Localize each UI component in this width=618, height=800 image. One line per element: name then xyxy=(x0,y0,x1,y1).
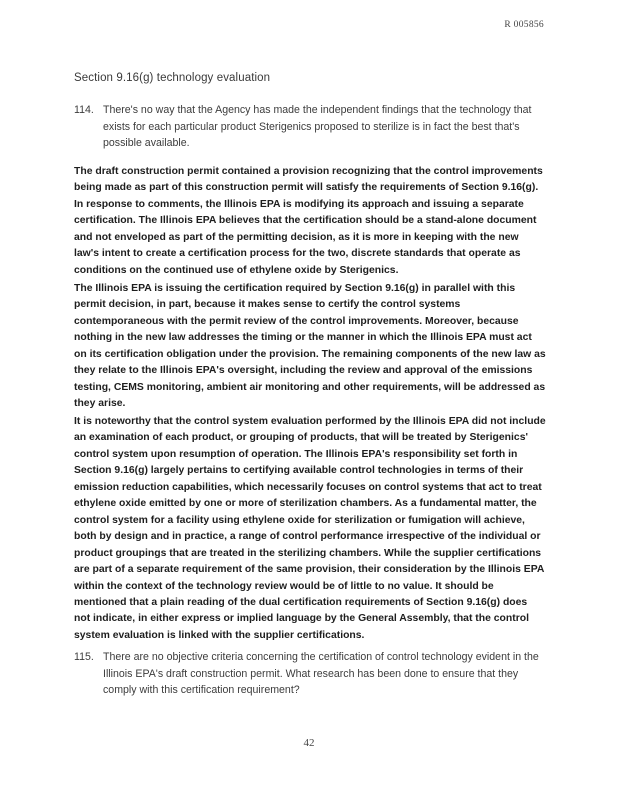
comment-number: 114. xyxy=(74,104,94,116)
comment-number: 115. xyxy=(74,651,94,663)
page-number: 42 xyxy=(303,737,315,749)
response-paragraph: The draft construction permit contained a provision recognizing that the control improvements being made as part of this construction permit will satisfy the requirements of Section 9.16(g). In response to comments, the Illinois EPA is modifying its approach and issuing a separate certification. The Illinois EPA believes that the certification should be a stand-alone document and not enveloped as part of the permitting decision, as it is more in keeping with the new law's intent to create a certification process for the two, discrete standards that operate as conditions on the continued use of ethylene oxide by Sterigenics. xyxy=(74,166,543,276)
response-paragraph: It is noteworthy that the control system evaluation performed by the Illinois EPA did not include an examination of each product, or grouping of products, that will be treated by Sterigenics' control system upon resumption of operation. The Illinois EPA's responsibility set forth in Section 9.16(g) largely pertains to certifying available control technologies in terms of their emission reduction capabilities, which necessarily focuses on control systems that act to treat ethylene oxide emitted by one or more of sterilization chambers. As a fundamental matter, the control system for a facility using ethylene oxide for sterilization or fumigation will achieve, both by design and in practice, a range of control performance irrespective of the individual or product groupings that are treated in the sterilizing chambers. While the supplier certifications are part of a separate requirement of the same provision, their consideration by the Illinois EPA within the context of the technology review would be of little to no value. It should be mentioned that a plain reading of the dual certification requirements of Section 9.16(g) does not indicate, in either express or implied language by the General Assembly, that the control system evaluation is linked with the supplier certifications. xyxy=(74,416,546,641)
comment-text: There's no way that the Agency has made the independent findings that the technology that exists for each particular product Sterigenics proposed to sterilize is in fact the best that's possible available. xyxy=(103,104,532,150)
comment-115 xyxy=(74,649,544,699)
bates-number: R 005856 xyxy=(504,20,544,30)
comment-text: There are no objective criteria concerning the certification of control technology evident in the Illinois EPA's draft construction permit. What research has been done to ensure that they comply with this certification requirement? xyxy=(103,651,539,697)
comment-114 xyxy=(74,102,544,152)
section-heading: Section 9.16(g) technology evaluation xyxy=(74,72,271,84)
response-paragraph: The Illinois EPA is issuing the certification required by Section 9.16(g) in parallel with this permit decision, in part, because it makes sense to certify the control systems contemporaneous with the permit review of the control improvements. Moreover, because nothing in the new law addresses the timing or the manner in which the Illinois EPA must act on its certification obligation under the provision. The remaining components of the new law as they relate to the Illinois EPA's oversight, including the review and approval of the emissions testing, CEMS monitoring, ambient air monitoring and other requirements, will be addressed as they arise. xyxy=(74,283,546,410)
